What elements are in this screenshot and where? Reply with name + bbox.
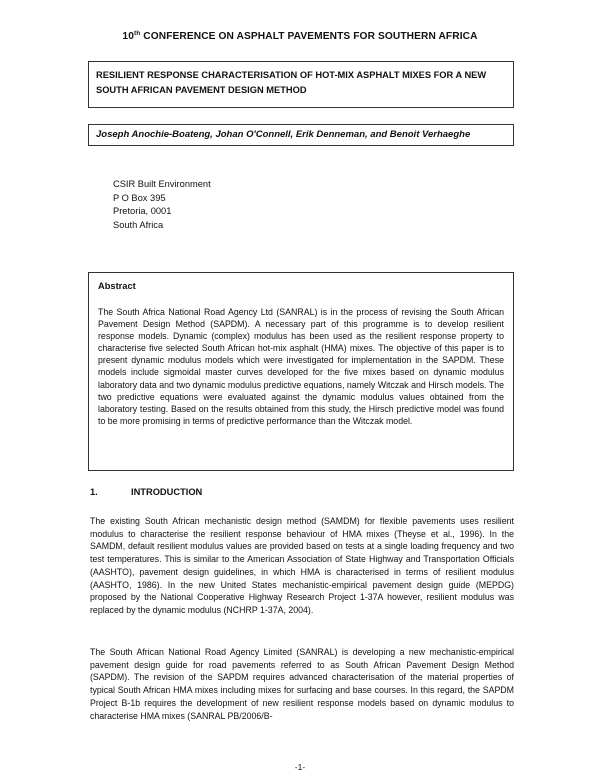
conference-header <box>0 30 600 42</box>
abstract-heading: Abstract <box>98 281 136 291</box>
address-line: P O Box 395 <box>113 192 166 203</box>
conference-name: CONFERENCE ON ASPHALT PAVEMENTS FOR SOUTHERN AFRICA <box>143 31 478 42</box>
abstract-text: The South Africa National Road Agency Ltd (SANRAL) is in the process of revising the South African Pavement Design Method (SAPDM). A necessary part of this programme is to develop resilient response models. Dynamic (complex) modulus has been used as the resilient response property to characterise five selected South African hot-mix asphalt (HMA) mixes. The objective of this paper is to present dynamic modulus models which were investigated for implementation in the SAPDM. These models include sigmoidal master curves developed for the five mixes based on dynamic modulus laboratory data and two dynamic modulus predictive equations, namely Witczak and Hirsch models. The two predictive equations were evaluated against the dynamic modulus values obtained from the laboratory testing. Based on the results obtained from this study, the Hirsch predictive model was found to be more promising in terms of predictive performance than the Witczak model. <box>98 307 504 426</box>
author-list: Joseph Anochie-Boateng, Johan O'Connell, Erik Denneman, and Benoit Verhaeghe <box>96 129 471 140</box>
conference-ordinal-number: 10 <box>122 31 134 42</box>
body-paragraph: The South African National Road Agency Limited (SANRAL) is developing a new mechanistic-empirical pavement design guide for road pavements referred to as South African Pavement Design Method (SAPDM). The revision of the SAPDM requires advanced characterisation of the material properties of typical South African HMA mixes including mixes for surfacing and base courses. In this regard, the SAPDM Project B-1b requires the development of new resilient response models based on dynamic modulus to characterise HMA mixes (SANRAL PB/2006/B- <box>90 647 514 721</box>
section-number: 1. <box>90 487 98 497</box>
body-paragraph: The existing South African mechanistic design method (SAMDM) for flexible pavements uses resilient modulus to characterise the resilient response behaviour of HMA mixes (Theyse et al., 1996). In the SAMDM, default resilient modulus values are provided based on tests at a single loading frequency and two test temperatures. This is similar to the American Association of State Highway and Transportation Officials (AASHTO), pavement design guidelines, in which HMA is characterised in terms of resilient modulus (AASHTO, 1986). In the new United States mechanistic-empirical pavement design guide (MEPDG) proposed by the National Cooperative Highway Research Project 1-37A however, resilient modulus was replaced by the dynamic modulus (NCHRP 1-37A, 2004). <box>90 516 514 615</box>
section-title: INTRODUCTION <box>131 487 203 497</box>
affiliation-address <box>113 178 211 232</box>
address-line: South Africa <box>113 219 164 230</box>
section-heading-introduction <box>90 487 202 497</box>
paper-title-box <box>88 61 514 108</box>
authors-box <box>88 124 514 146</box>
address-line: CSIR Built Environment <box>113 179 211 189</box>
address-line: Pretoria, 0001 <box>113 206 172 216</box>
page-number: -1- <box>294 762 306 772</box>
paper-title: RESILIENT RESPONSE CHARACTERISATION OF HOT-MIX ASPHALT MIXES FOR A NEW SOUTH AFRICAN PAVEMENT DESIGN METHOD <box>96 70 487 95</box>
conference-ordinal-suffix: th <box>133 30 141 37</box>
abstract-box <box>88 272 514 471</box>
